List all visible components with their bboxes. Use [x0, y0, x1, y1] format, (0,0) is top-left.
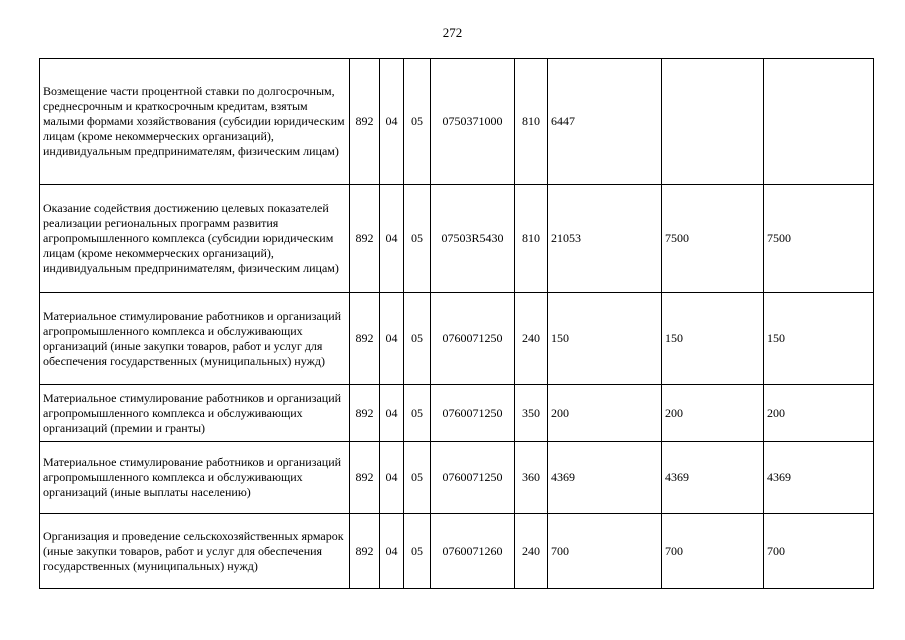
ministry-code: 892: [350, 442, 380, 514]
target-article-code: 0760071250: [431, 385, 515, 442]
row-description: Возмещение части процентной ставки по долгосрочным, среднесрочным и краткосрочным кредитам, взятым малыми формами хозяйствования (субсидии юридическим лицам (кроме некоммерческих организаций), индивидуальным предпринимателям, физическим лицам): [40, 59, 350, 185]
table-row: [40, 293, 874, 385]
subsection-code: 05: [404, 514, 431, 589]
amount-year-2: 7500: [662, 185, 764, 293]
amount-year-1: 700: [548, 514, 662, 589]
target-article-code: 0760071250: [431, 293, 515, 385]
amount-year-2: 700: [662, 514, 764, 589]
amount-year-1: 4369: [548, 442, 662, 514]
section-code: 04: [380, 293, 404, 385]
table-row: [40, 185, 874, 293]
amount-year-3: 200: [764, 385, 874, 442]
row-description: Материальное стимулирование работников и организаций агропромышленного комплекса и обслуживающих организаций (иные закупки товаров, работ и услуг для обеспечения государственных (муниципальных) нужд): [40, 293, 350, 385]
table-row: [40, 442, 874, 514]
row-description: Организация и проведение сельскохозяйственных ярмарок (иные закупки товаров, работ и услуг для обеспечения государственных (муниципальных) нужд): [40, 514, 350, 589]
target-article-code: 07503R5430: [431, 185, 515, 293]
ministry-code: 892: [350, 59, 380, 185]
section-code: 04: [380, 185, 404, 293]
expense-kind-code: 240: [515, 293, 548, 385]
subsection-code: 05: [404, 59, 431, 185]
subsection-code: 05: [404, 385, 431, 442]
row-description: Материальное стимулирование работников и организаций агропромышленного комплекса и обслуживающих организаций (иные выплаты населению): [40, 442, 350, 514]
expense-kind-code: 810: [515, 59, 548, 185]
section-code: 04: [380, 442, 404, 514]
section-code: 04: [380, 385, 404, 442]
table-row: [40, 385, 874, 442]
table-row: [40, 59, 874, 185]
ministry-code: 892: [350, 514, 380, 589]
budget-table: [39, 58, 874, 589]
amount-year-1: 150: [548, 293, 662, 385]
page-number: 272: [442, 25, 463, 40]
table-row: [40, 514, 874, 589]
section-code: 04: [380, 59, 404, 185]
amount-year-1: 200: [548, 385, 662, 442]
target-article-code: 0760071260: [431, 514, 515, 589]
subsection-code: 05: [404, 185, 431, 293]
row-description: Материальное стимулирование работников и организаций агропромышленного комплекса и обслуживающих организаций (премии и гранты): [40, 385, 350, 442]
target-article-code: 0760071250: [431, 442, 515, 514]
amount-year-1: 21053: [548, 185, 662, 293]
expense-kind-code: 810: [515, 185, 548, 293]
subsection-code: 05: [404, 293, 431, 385]
amount-year-2: 4369: [662, 442, 764, 514]
target-article-code: 0750371000: [431, 59, 515, 185]
expense-kind-code: 240: [515, 514, 548, 589]
amount-year-2: 200: [662, 385, 764, 442]
amount-year-3: 700: [764, 514, 874, 589]
amount-year-2: [662, 59, 764, 185]
amount-year-3: 4369: [764, 442, 874, 514]
amount-year-3: 150: [764, 293, 874, 385]
expense-kind-code: 350: [515, 385, 548, 442]
amount-year-3: 7500: [764, 185, 874, 293]
row-description: Оказание содействия достижению целевых показателей реализации региональных программ развития агропромышленного комплекса (субсидии юридическим лицам (кроме некоммерческих организаций), индивидуальным предпринимателям, физическим лицам): [40, 185, 350, 293]
amount-year-3: [764, 59, 874, 185]
subsection-code: 05: [404, 442, 431, 514]
amount-year-2: 150: [662, 293, 764, 385]
ministry-code: 892: [350, 293, 380, 385]
amount-year-1: 6447: [548, 59, 662, 185]
expense-kind-code: 360: [515, 442, 548, 514]
ministry-code: 892: [350, 385, 380, 442]
section-code: 04: [380, 514, 404, 589]
ministry-code: 892: [350, 185, 380, 293]
